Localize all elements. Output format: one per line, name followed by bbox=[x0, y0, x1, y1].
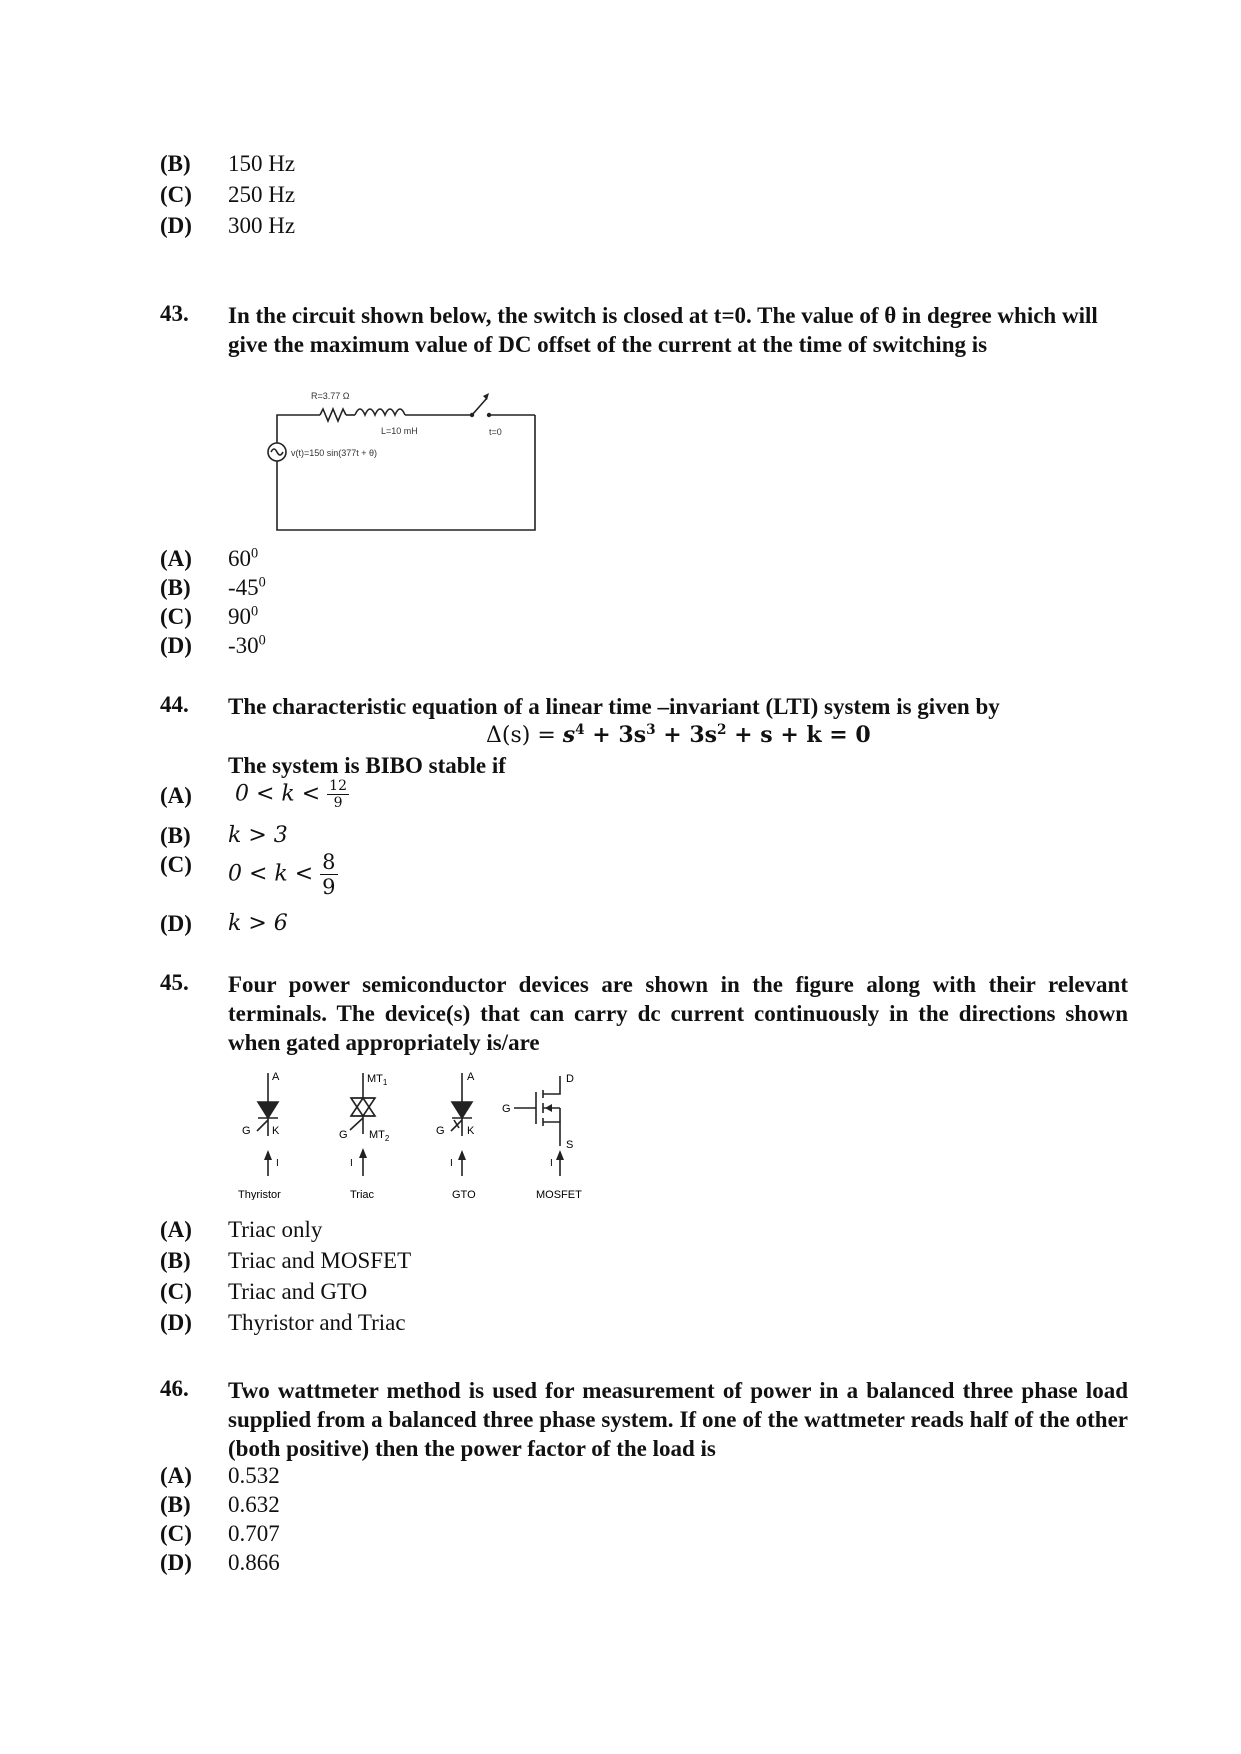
option-label: (C) bbox=[160, 182, 192, 207]
wire bbox=[277, 415, 320, 429]
option-label: (C) bbox=[160, 1521, 192, 1546]
option-label: (D) bbox=[160, 1550, 192, 1575]
thyristor-cathode-label: K bbox=[272, 1125, 280, 1137]
q44-option-a-value: 0 < k < $\frac{12}{9}$ bbox=[235, 778, 347, 811]
option-label: (A) bbox=[160, 783, 192, 808]
triac-gate-label: G bbox=[339, 1129, 348, 1141]
option-value: $60^0$ bbox=[228, 545, 259, 571]
mosfet-gate-label: G bbox=[502, 1103, 511, 1115]
thyristor-name: Thyristor bbox=[238, 1189, 281, 1200]
triac-mt1-label: $MT_1$ bbox=[367, 1073, 388, 1087]
q44-number: 44. bbox=[160, 692, 189, 717]
source-label: v(t)=150 sin(377t + θ) bbox=[291, 448, 378, 458]
inductor-symbol bbox=[355, 409, 405, 415]
q46-text: Two wattmeter method is used for measurement of power in a balanced three phase load supplied from a balanced three phase system. If one of the wattmeter reads half of the other (both positive) then the power factor of the load is bbox=[228, 1378, 1128, 1461]
switch-label: t=0 bbox=[489, 427, 502, 437]
q45-number: 45. bbox=[160, 970, 189, 995]
q44-option-c-value: 0 < k < $\frac{8}{9}$ bbox=[228, 850, 336, 899]
resistor-symbol bbox=[320, 409, 346, 421]
option-label: (D) bbox=[160, 911, 192, 936]
q45-devices-figure bbox=[230, 1068, 650, 1200]
option-label: (D) bbox=[160, 633, 192, 658]
option-label: (C) bbox=[160, 852, 192, 877]
q44-text: The characteristic equation of a linear time –invariant (LTI) system is given by bbox=[228, 694, 1000, 719]
resistor-label: R=3.77 Ω bbox=[311, 391, 350, 401]
option-value: 0.532 bbox=[228, 1463, 280, 1488]
inductor-label: L=10 mH bbox=[381, 426, 418, 436]
q46-number: 46. bbox=[160, 1376, 189, 1401]
gto-gate-label: G bbox=[436, 1125, 445, 1137]
option-label: (B) bbox=[160, 823, 191, 848]
mosfet-drain-label: D bbox=[566, 1073, 574, 1085]
q44-stable-text: The system is BIBO stable if bbox=[228, 753, 506, 778]
option-label: (D) bbox=[160, 213, 192, 238]
triac-symbol bbox=[350, 1073, 375, 1176]
option-label: (C) bbox=[160, 1279, 192, 1304]
thyristor-gate-label: G bbox=[242, 1125, 251, 1137]
option-value: 0.707 bbox=[228, 1521, 280, 1546]
option-label: (A) bbox=[160, 1217, 192, 1242]
option-value: k > 3 bbox=[228, 823, 288, 848]
option-value: $-45^0$ bbox=[228, 574, 266, 600]
option-value: 0.866 bbox=[228, 1550, 280, 1575]
triac-name: Triac bbox=[350, 1189, 375, 1200]
option-value: 300 Hz bbox=[228, 213, 296, 238]
gto-cathode-label: K bbox=[467, 1125, 475, 1137]
option-value: k > 6 bbox=[228, 911, 288, 936]
q43-text: In the circuit shown below, the switch is closed at t=0. The value of θ in degree which will give the maximum value of DC offset of the current at the time of switching is bbox=[228, 303, 1098, 357]
gto-anode-label: A bbox=[467, 1071, 475, 1083]
thyristor-anode-label: A bbox=[272, 1071, 280, 1083]
option-label: (D) bbox=[160, 1310, 192, 1335]
q43-number: 43. bbox=[160, 301, 189, 326]
option-value: 150 Hz bbox=[228, 151, 296, 176]
option-value: $-30^0$ bbox=[228, 632, 266, 658]
q43-circuit-diagram bbox=[265, 385, 545, 535]
thyristor-current-label: I bbox=[276, 1158, 279, 1169]
triac-current-label: I bbox=[350, 1158, 353, 1169]
option-value: Triac and GTO bbox=[228, 1279, 368, 1304]
option-label: (B) bbox=[160, 575, 191, 600]
option-label: (A) bbox=[160, 1463, 192, 1488]
switch-symbol bbox=[472, 398, 487, 415]
option-value: Triac only bbox=[228, 1217, 323, 1242]
option-value: $90^0$ bbox=[228, 603, 259, 629]
option-value: 250 Hz bbox=[228, 182, 296, 207]
option-label: (C) bbox=[160, 604, 192, 629]
triac-mt2-label: $MT_2$ bbox=[369, 1129, 390, 1143]
gto-current-label: I bbox=[450, 1158, 453, 1169]
option-value: Triac and MOSFET bbox=[228, 1248, 412, 1273]
mosfet-source-label: S bbox=[566, 1139, 574, 1151]
option-label: (B) bbox=[160, 1492, 191, 1517]
option-value: Thyristor and Triac bbox=[228, 1310, 406, 1335]
gto-name: GTO bbox=[452, 1189, 476, 1200]
mosfet-symbol bbox=[514, 1076, 564, 1176]
option-label: (A) bbox=[160, 546, 192, 571]
option-label: (B) bbox=[160, 1248, 191, 1273]
q45-text: Four power semiconductor devices are shown in the figure along with their relevant terminals. The device(s) that can carry dc current continuously in the directions shown when gated appropriately is/are bbox=[228, 972, 1128, 1055]
mosfet-name: MOSFET bbox=[536, 1189, 582, 1200]
q44-equation: $\Delta(s) = s^4 + 3s^3 + 3s^2 + s + k = 0$ bbox=[486, 721, 871, 748]
option-label: (B) bbox=[160, 151, 191, 176]
mosfet-current-label: I bbox=[550, 1158, 553, 1169]
option-value: 0.632 bbox=[228, 1492, 280, 1517]
